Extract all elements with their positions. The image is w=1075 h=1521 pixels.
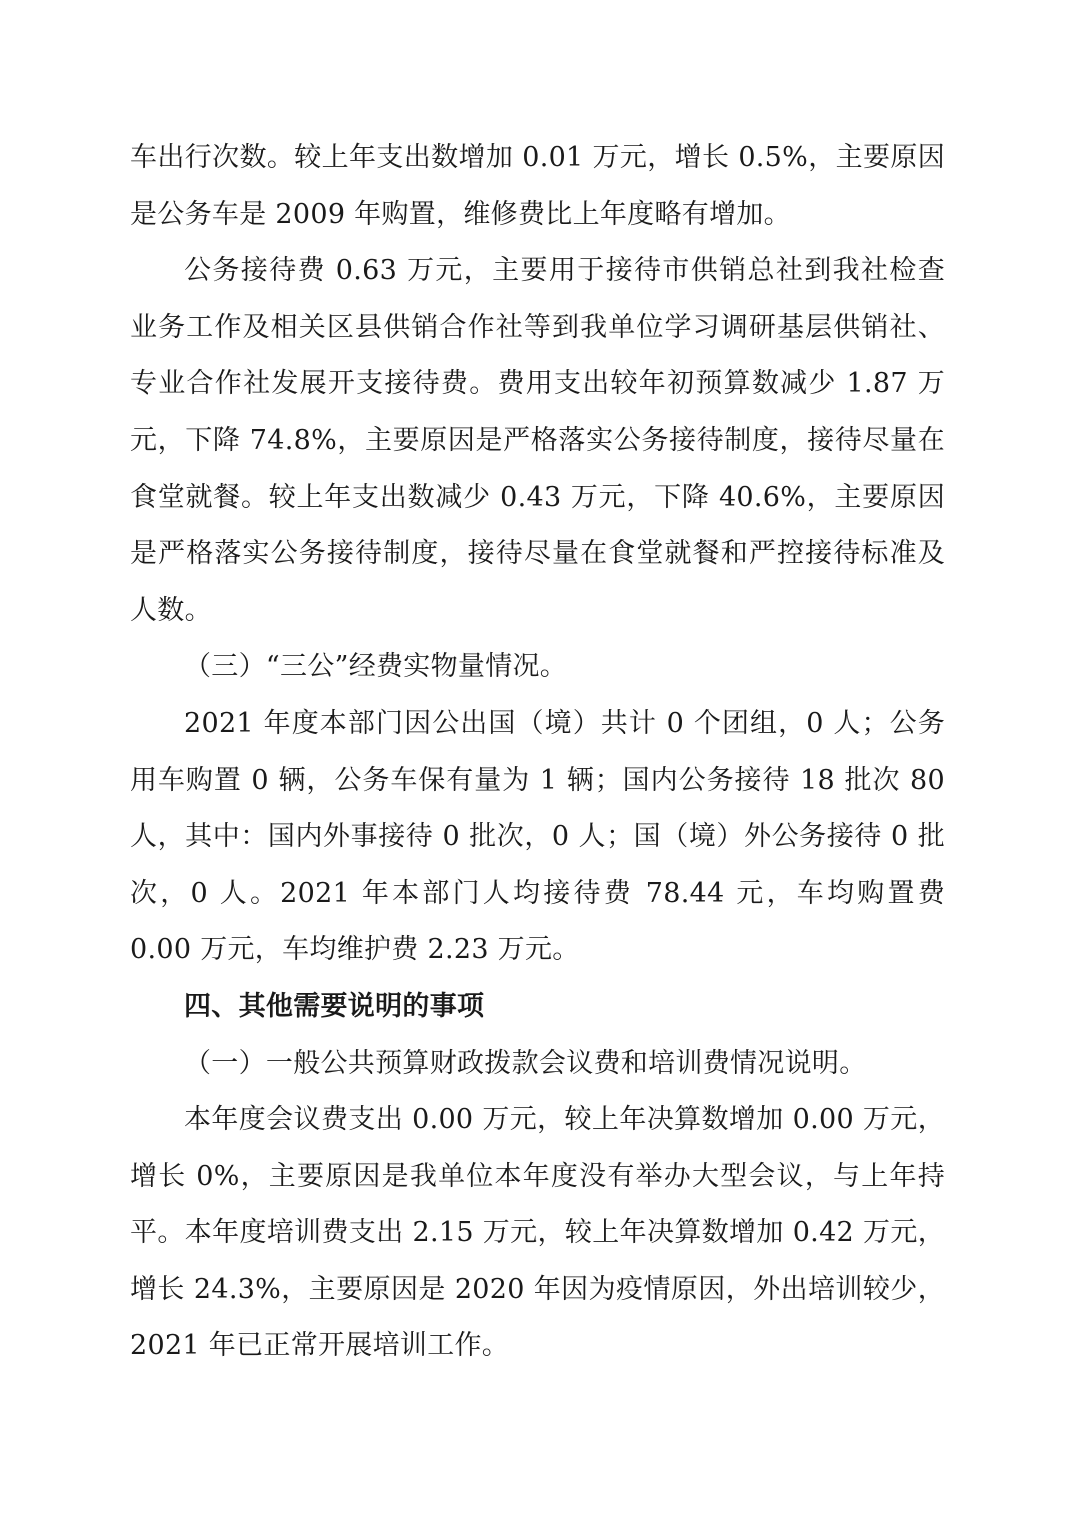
section-heading-physical-quantity: （三）“三公”经费实物量情况。	[184, 651, 568, 683]
paragraph-meeting-training: 本年度会议费支出 0.00 万元，较上年决算数增加 0.00 万元，增长 0%，主要原因是我单位本年度没有举办大型会议，与上年持平。本年度培训费支出 2.15 万元，较上年决算数增加 0.42 万元，增长 24.3%，主要原因是 2020 年因为疫情原因，外出培训较少，2021 年已正常开展培训工作。	[130, 1104, 945, 1362]
paragraph-vehicle-maintenance: 车出行次数。较上年支出数增加 0.01 万元，增长 0.5%，主要原因是公务车是 2009 年购置，维修费比上年度略有增加。	[130, 142, 945, 230]
subheading-meeting-training: （一）一般公共预算财政拨款会议费和培训费情况说明。	[184, 1047, 867, 1079]
section-heading-other-matters: 四、其他需要说明的事项	[184, 990, 485, 1022]
paragraph-reception-expense: 公务接待费 0.63 万元，主要用于接待市供销总社到我社检查业务工作及相关区县供销合作社等到我单位学习调研基层供销社、专业合作社发展开支接待费。费用支出较年初预算数减少 1.87 万元，下降 74.8%，主要原因是严格落实公务接待制度，接待尽量在食堂就餐。较上年支出数减少 0.43 万元，下降 40.6%，主要原因是严格落实公务接待制度，接待尽量在食堂就餐和严控接待标准及人数。	[130, 255, 945, 626]
paragraph-physical-quantity: 2021 年度本部门因公出国（境）共计 0 个团组，0 人；公务用车购置 0 辆，公务车保有量为 1 辆；国内公务接待 18 批次 80 人，其中：国内外事接待 0 批次，0 人；国（境）外公务接待 0 批次，0 人。2021 年本部门人均接待费 78.44 元，车均购置费 0.00 万元，车均维护费 2.23 万元。	[130, 707, 945, 966]
body-text	[130, 130, 945, 1375]
